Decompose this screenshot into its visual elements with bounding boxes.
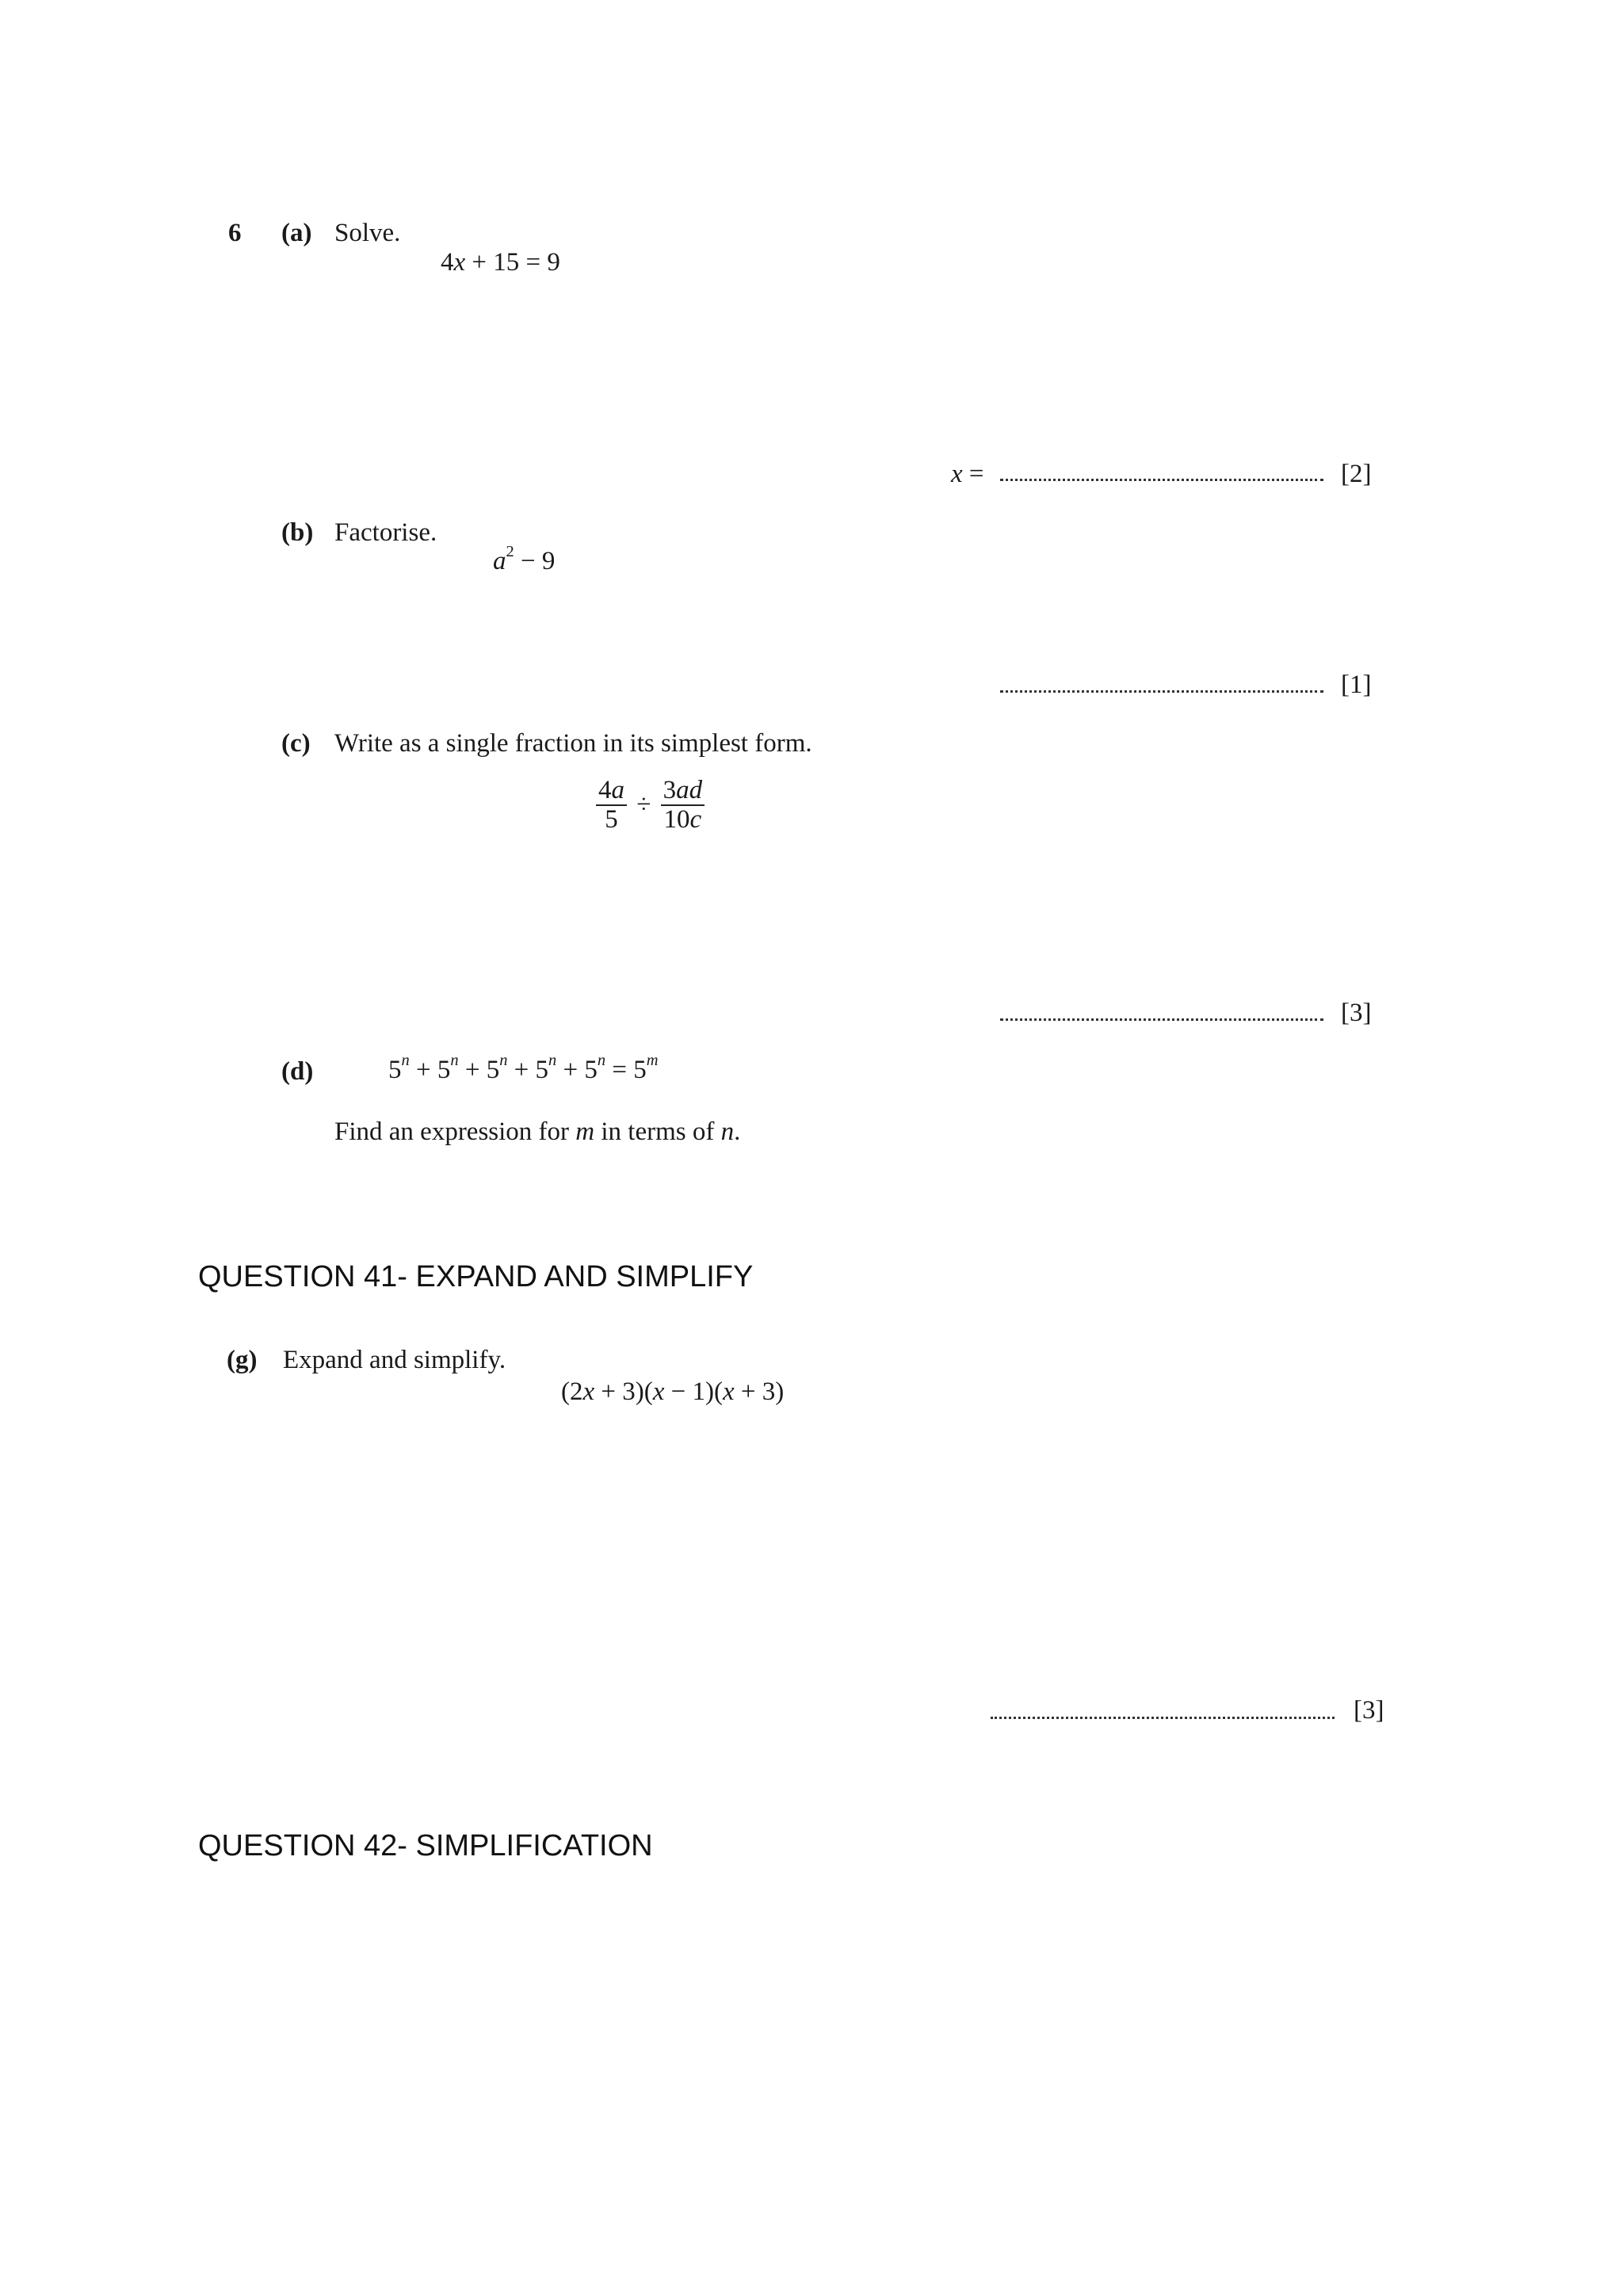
question-41-heading: QUESTION 41- EXPAND AND SIMPLIFY [198,1260,754,1293]
part-label-c: (c) [281,729,311,758]
part-a-marks: [2] [1341,460,1372,488]
part-a-answer-prefix: x = [951,460,984,488]
part-b-instruction: Factorise. [334,518,437,547]
part-b-answer-line[interactable] [1000,690,1323,693]
part-c-expression [596,777,705,833]
fraction-1: $\frac{4a}{5}$ [596,777,627,833]
part-c-answer-line[interactable] [1000,1018,1323,1021]
question-number: 6 [228,219,242,247]
part-c-instruction: Write as a single fraction in its simplest form. [334,729,812,758]
part-a-equation: 4x + 15 = 9 [441,248,560,277]
part-c-marks: [3] [1341,999,1372,1027]
part-a-instruction: Solve. [334,219,401,247]
part-g-instruction: Expand and simplify. [283,1346,506,1374]
fraction-2: $\frac{3ad}{10c}$ [661,777,705,833]
part-d-equation: $5^n + 5^n + 5^n + 5^n + 5^n = 5^m$ [388,1051,659,1084]
division-sign: ÷ [636,790,651,819]
part-label-g: (g) [227,1346,258,1374]
part-label-b: (b) [281,518,314,547]
part-d-instruction: Find an expression for m in terms of n. [334,1117,741,1146]
part-g-marks: [3] [1354,1696,1384,1725]
question-42-heading: QUESTION 42- SIMPLIFICATION [198,1829,653,1862]
part-g-expression: (2x + 3)(x − 1)(x + 3) [561,1377,785,1406]
part-label-d: (d) [281,1057,314,1086]
part-label-a: (a) [281,219,312,247]
part-b-marks: [1] [1341,670,1372,699]
part-g-answer-line[interactable] [991,1717,1335,1719]
part-b-expression: $a^2 - 9$ [493,542,556,575]
part-a-answer-line[interactable] [1000,479,1323,481]
